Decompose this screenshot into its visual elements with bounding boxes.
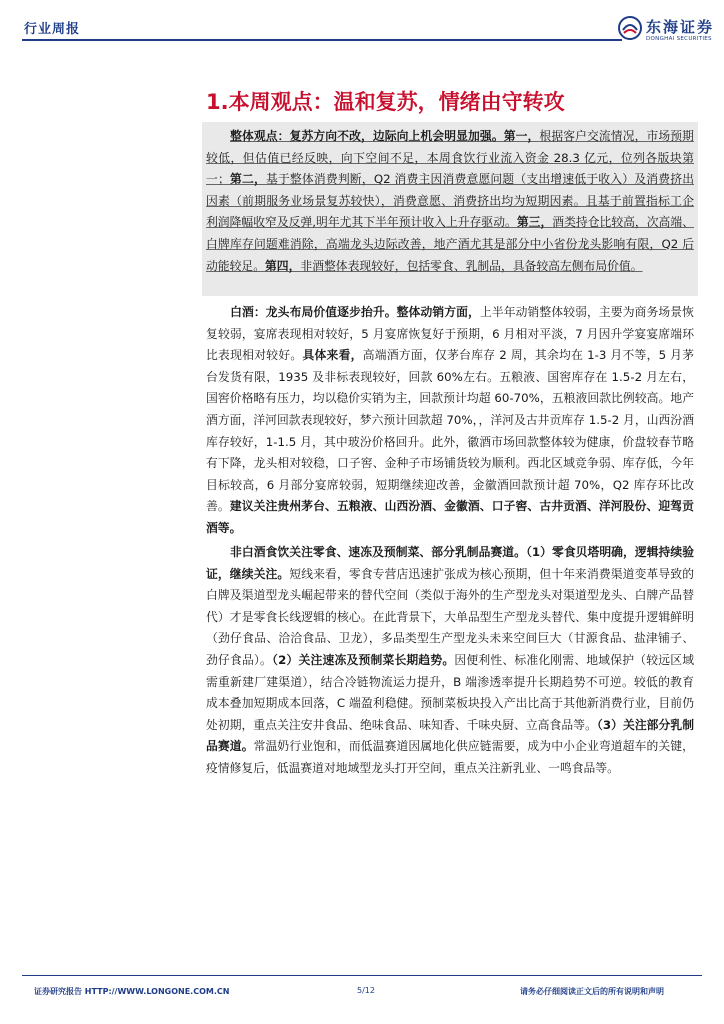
snacks-text: 短线来看，零食专营店迅速扩张成为核心预期，但十年来消费渠道变革导致的白牌及渠道型龙头崛起带来的替代空间（类似于海外的生产型龙头对渠道型龙头、白牌产品替代）才是零食长线逻辑的核心。在此背景下，大单品型生产型龙头替代、集中度提升逻辑鲜明（劲仔食品、洽洽食品、卫龙），多品类型生产型龙头未来空间巨大（甘源食品、盐津铺子、劲仔食品）。: [206, 566, 694, 667]
baijiu-sales-text: 上半年动销整体较弱，主要为商务场景恢复较弱，宴席表现相对较好，5 月宴席恢复好于预期，6 月相对平淡，7 月因升学宴宴席端环比表现相对较好。: [206, 305, 694, 363]
summary-lead: 整体观点：复苏方向不改，边际向上机会明显加强。第一，: [230, 129, 540, 143]
summary-point-1: 根据客户交流情况，市场预期较低，但估值已经反映，向下空间不足，本周食饮行业流入资金 28.3 亿元，位列各版块第一；: [206, 129, 694, 187]
non-baijiu-paragraph: [206, 542, 694, 780]
frozen-food-label: （2）关注速冻及预制菜长期趋势。: [272, 652, 455, 667]
summary-second-label: 第二，: [229, 172, 266, 187]
page-number: 5/12: [357, 986, 375, 995]
donghai-logo: [618, 14, 714, 48]
summary-third-label: 第三，: [516, 215, 553, 230]
dairy-label: （3）关注部分乳制品赛道。: [206, 717, 694, 754]
footer-divider: [22, 975, 702, 976]
logo-english-name: DONGHAI SECURITIES: [646, 36, 712, 42]
frozen-food-text: 因便利性、标准化刚需、地域保护（较远区域需重新建厂建渠道），结合冷链物流运力提升，B 端渗透率提升长期趋势不可逆。较低的教育成本叠加短期成本回落，C 端盈利稳健。预制菜板块投入产出比高于其他新消费行业，目前仍处初期，重点关注安井食品、绝味食品、味知香、千味央厨、立高食品等。: [206, 652, 694, 732]
baijiu-recommendation: 建议关注贵州茅台、五粮液、山西汾酒、金徽酒、口子窖、古井贡酒、洋河股份、迎驾贡酒等。: [206, 499, 694, 535]
summary-point-4: 非酒整体表现较好，包括零食、乳制品，具备较高左侧布局价值。: [300, 258, 643, 273]
donghai-logo-icon: [618, 16, 642, 40]
section-title: 1.本周观点：温和复苏，情绪由守转攻: [206, 90, 565, 114]
baijiu-paragraph: [206, 302, 694, 540]
summary-point-2: 基于整体消费判断，Q2 消费主因消费意愿问题（支出增速低于收入）及消费挤出因素（前期服务业场景复苏较快），消费意愿、消费挤出均为短期因素。且基于前置指标工企利润降幅收窄及反弹,明年尤其下半年预计收入上升存驱动。: [206, 172, 694, 230]
report-type-tag: 行业周报: [24, 22, 81, 37]
baijiu-detail-text: 高端酒方面，仅茅台库存 2 周，其余均在 1-3 月不等，5 月茅台发货有限，1935 及非标表现较好，回款 60%左右。五粮液、国窖库存在 1.5-2 月左右，国窖价格略有压力，均以稳价实销为主，回款预计均超 60-70%，五粮液回款比例较高。地产酒方面，洋河回款表现较好，梦六预计回款超 70%，，洋河及古井贡库存 1.5-2 月，山西汾酒库存较好，1-1.5 月，其中玻汾价格回升。此外，徽酒市场回款整体较为健康，价盘较春节略有下降，龙头相对较稳，口子窖、金种子市场铺货较为顺利。西北区域竞争弱、库存低，今年目标较高，6 月部分宴席较弱，短期继续迎改善，金徽酒回款预计超 70%，Q2 库存环比改善。: [206, 348, 694, 514]
baijiu-detail-label: 具体来看，: [302, 348, 363, 363]
non-baijiu-lead: 非白酒食饮关注零食、速冻及预制菜、部分乳制品赛道。（1）零食贝塔明确，逻辑持续验证，继续关注。: [206, 545, 694, 581]
summary-paragraph: [206, 126, 694, 277]
summary-point-3: 酒类持仓比较高，次高端、白牌库存问题难消除，高端龙头边际改善，地产酒尤其是部分中小省份龙头影响有限，Q2 后动能较足。: [206, 215, 694, 273]
footer-disclaimer: 请务必仔细阅读正文后的所有说明和声明: [520, 987, 664, 996]
logo-chinese-name: 东海证券: [646, 18, 715, 36]
summary-fourth-label: 第四，: [265, 258, 301, 273]
header-divider: [22, 39, 622, 41]
footer-source: 证券研究报告 HTTP://WWW.LONGONE.COM.CN: [34, 987, 230, 996]
dairy-text: 常温奶行业饱和，而低温赛道因属地化供应链需要，成为中小企业弯道超车的关键，疫情修复后，低温赛道对地域型龙头打开空间，重点关注新乳业、一鸣食品等。: [206, 739, 694, 775]
baijiu-lead: 白酒：龙头布局价值逐步抬升。整体动销方面，: [230, 305, 480, 319]
